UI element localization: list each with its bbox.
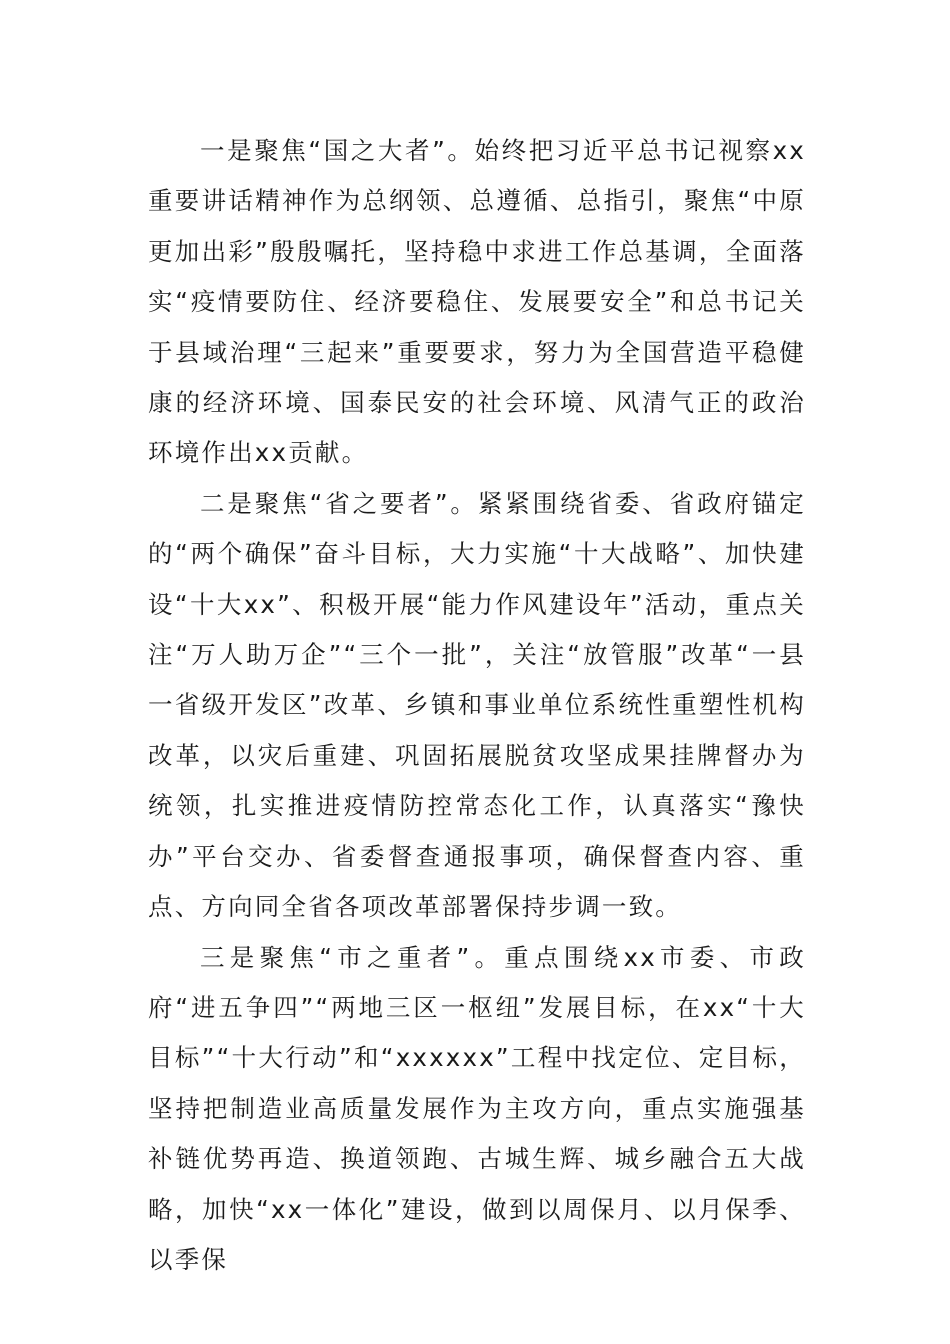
paragraph-2: 二是聚焦“省之要者”。紧紧围绕省委、省政府锚定的“两个确保”奋斗目标，大力实施“十大战略”、加快建设“十大xx”、积极开展“能力作风建设年”活动，重点关注“万人助万企”“三个一批”，关注“放管服”改革“一县一省级开发区”改革、乡镇和事业单位系统性重塑性机构改革，以灾后重建、巩固拓展脱贫攻坚成果挂牌督办为统领，扎实推进疫情防控常态化工作，认真落实“豫快办”平台交办、省委督查通报事项，确保督查内容、重点、方向同全省各项改革部署保持步调一致。	[148, 488, 806, 922]
document-body	[148, 126, 806, 1285]
paragraph-3: 三是聚焦“市之重者”。重点围绕xx市委、市政府“进五争四”“两地三区一枢纽”发展目标，在xx“十大目标”“十大行动”和“xxxxxx”工程中找定位、定目标，坚持把制造业高质量发展作为主攻方向，重点实施强基补链优势再造、换道领跑、古城生辉、城乡融合五大战略，加快“xx一体化”建设，做到以周保月、以月保季、以季保	[148, 942, 806, 1274]
paragraph-1: 一是聚焦“国之大者”。始终把习近平总书记视察xx重要讲话精神作为总纲领、总遵循、总指引，聚焦“中原更加出彩”殷殷嘱托，坚持稳中求进工作总基调，全面落实“疫情要防住、经济要稳住、发展要安全”和总书记关于县域治理“三起来”重要要求，努力为全国营造平稳健康的经济环境、国泰民安的社会环境、风清气正的政治环境作出xx贡献。	[148, 136, 806, 468]
